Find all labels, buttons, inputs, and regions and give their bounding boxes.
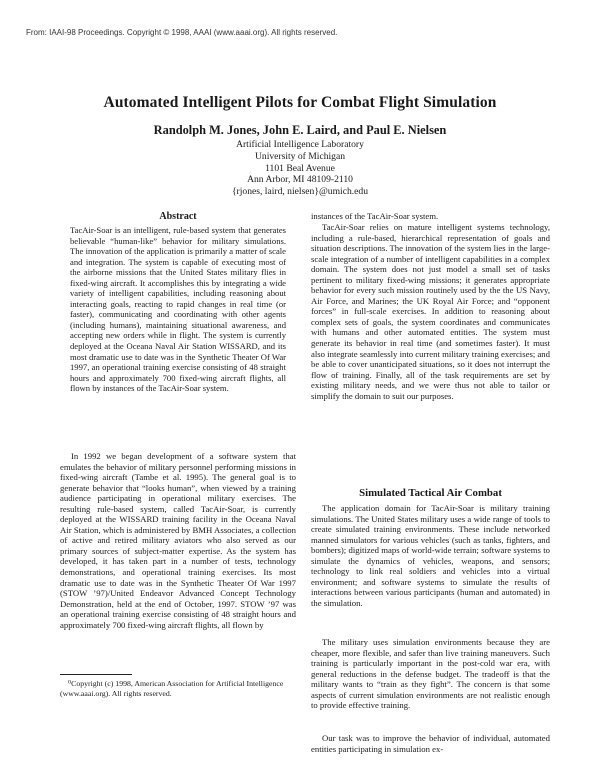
affiliation-email: {rjones, laird, nielsen}@umich.edu bbox=[231, 186, 369, 198]
abstract-heading: Abstract bbox=[159, 211, 197, 222]
section-heading-simulated-combat: Simulated Tactical Air Combat bbox=[359, 487, 502, 499]
integration-paragraph: TacAir-Soar relies on mature intelligent systems technology, including a rule-based, hierarchical representation of goals and situation descriptions. The innovation of the system lies in the large-scale integration of a number of intelligent capabilities in a complex domain. The system does not just model a small set of tasks pertinent to military fixed-wing missions; it generates appropriate behavior for every such mission routinely used by the the US Navy, Air Force, and Marines; the UK Royal Air Force; and “opponent forces” in full-scale exercises. In addition to reasoning about complex sets of goals, the system coordinates and communicates with humans and other automated entities. The system must generate its behavior in real time (and sometimes faster). It must also integrate seamlessly into current military training exercises; and be able to cover unanticipated situations, so it does not interrupt the flow of training. Finally, all of the task requirements are set by existing military needs, and we were thus not able to tailor or simplify the domain to suit our purposes. bbox=[311, 222, 550, 401]
affiliation-lab: Artificial Intelligence Laboratory bbox=[236, 139, 364, 150]
footnote-rule bbox=[60, 674, 132, 675]
domain-paragraph: The application domain for TacAir-Soar is military training simulations. The United States military uses a wide range of tools to create simulated training environments. These include networked manned simulators for various vehicles (such as tanks, fighters, and bombers); digitized maps of world-wide terrain; software systems to simulate the dynamics of vehicles, weapons, and sensors; technology to link real soldiers and vehicles into a virtual environment; and software systems to simulate the results of interactions between various participants (human and automated) in the simulation. bbox=[311, 503, 550, 608]
copyright-footnote: ⁰Copyright (c) 1998, American Association for Artificial Intelligence (www.aaai.org). All rights reserved. bbox=[60, 679, 284, 698]
affiliation-city: Ann Arbor, MI 48109-2110 bbox=[247, 174, 353, 186]
affiliation-university: University of Michigan bbox=[254, 150, 346, 162]
source-header: From: IAAI-98 Proceedings. Copyright © 1998, AAAI (www.aaai.org). All rights reserved. bbox=[26, 28, 338, 37]
affiliation-street: 1101 Beal Avenue bbox=[265, 162, 335, 174]
abstract-text: TacAir-Soar is an intelligent, rule-based system that generates believable “human-like” behavior for military simulations. The innovation of the application is primarily a matter of scale and integration. The system is capable of executing most of the airborne missions that the United States military flies in fixed-wing aircraft. It accomplishes this by integrating a wide variety of intelligent capabilities, including reasoning about interacting goals, reacting to rapid changes in real time (or faster), communicating and coordinating with other agents (including humans), maintaining situational awareness, and accepting new orders while in flight. The system is currently deployed at the Oceana Naval Air Station WISSARD, and its most dramatic use to date was in the Synthetic Theater Of War 1997, an operational training exercise consisting of 48 straight hours and approximately 700 fixed-wing aircraft flights, all flown by instances of the TacAir-Soar system. bbox=[70, 225, 286, 394]
continuation-line: instances of the TacAir-Soar system. bbox=[311, 211, 439, 221]
paper-authors: Randolph M. Jones, John E. Laird, and Paul E. Nielsen bbox=[153, 123, 447, 137]
intro-paragraph: In 1992 we began development of a software system that emulates the behavior of military personnel performing missions in fixed-wing aircraft (Tambe et al. 1995). The general goal is to generate behavior that “looks human”, when viewed by a training audience participating in operational military exercises. The resulting rule-based system, called TacAir-Soar, is currently deployed at the WISSARD training facility in the Oceana Naval Air Station, which is administered by BMH Associates, a collection of active and retired military aviators who also served as our primary sources of subject-matter expertise. As the system has developed, it has taken part in a number of tests, technology demonstrations, and operational training exercises. Its most dramatic use to date was in the Synthetic Theater Of War 1997 (STOW ’97)/United Endeavor Advanced Concept Technology Demonstration, held at the end of October, 1997. STOW ’97 was an operational training exercise consisting of 48 straight hours and approximately 700 fixed-wing aircraft flights, all flown by bbox=[60, 451, 296, 630]
affiliation-block bbox=[0, 139, 600, 198]
paper-title: Automated Intelligent Pilots for Combat Flight Simulation bbox=[103, 94, 497, 111]
simulation-reason-paragraph: The military uses simulation environments because they are cheaper, more flexible, and safer than live training maneuvers. Such training is particularly important in the post-cold war era, with general reductions in the defense budget. The tradeoff is that the military wants to “train as they fight”. The concern is that some aspects of current simulation environments are not realistic enough to provide effective training. bbox=[311, 637, 550, 711]
task-paragraph: Our task was to improve the behavior of individual, automated entities participating in simulation ex- bbox=[311, 733, 550, 754]
